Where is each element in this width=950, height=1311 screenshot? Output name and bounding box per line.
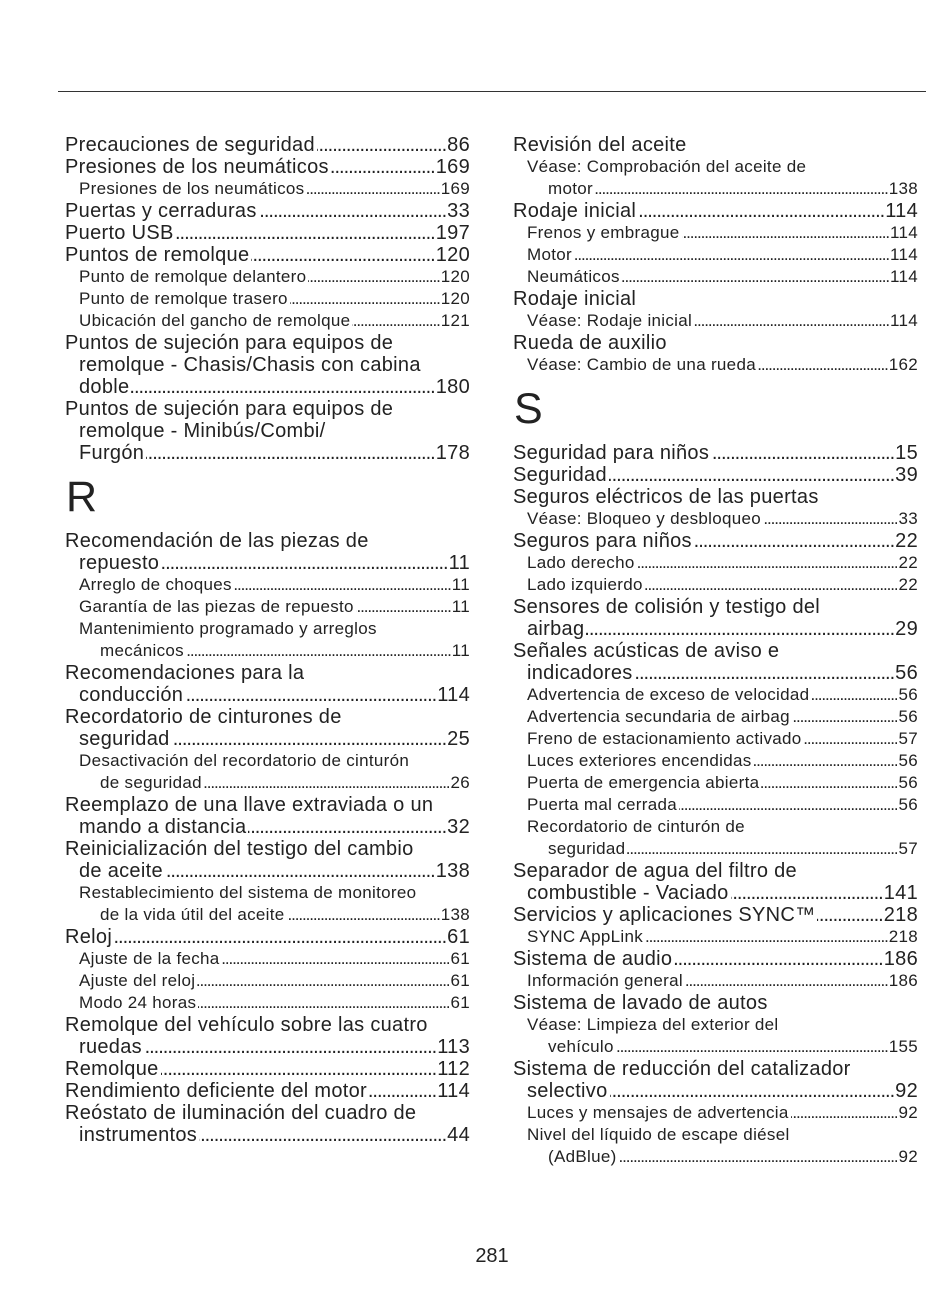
page-reference: 61 xyxy=(447,926,470,948)
dot-leader xyxy=(679,794,898,816)
dot-leader xyxy=(369,1080,436,1102)
entry-text: Ajuste del reloj xyxy=(79,971,196,990)
entry-text: motor xyxy=(548,179,593,198)
entry-text: Motor xyxy=(527,245,572,264)
page-reference: 114 xyxy=(889,223,918,242)
dot-leader xyxy=(185,684,436,706)
page-reference: 114 xyxy=(889,311,918,330)
page-reference: 114 xyxy=(437,1080,470,1102)
page-reference: 155 xyxy=(888,1037,918,1056)
page-reference: 92 xyxy=(895,1080,918,1102)
dot-leader xyxy=(204,772,450,794)
entry-text: de seguridad xyxy=(100,773,202,792)
entry-text: Véase: Comprobación del aceite de xyxy=(527,157,807,176)
entry-text: de aceite xyxy=(79,860,163,882)
index-subentry xyxy=(513,728,918,750)
page-reference: 11 xyxy=(451,597,470,616)
entry-text: Punto de remolque trasero xyxy=(79,289,288,308)
entry-text: Desactivación del recordatorio de cinturón xyxy=(79,751,410,770)
section-letter-r: R xyxy=(66,473,98,521)
index-subentry xyxy=(513,1124,918,1168)
index-subentry xyxy=(513,816,918,860)
dot-leader xyxy=(308,266,439,288)
page-reference: 141 xyxy=(883,882,918,904)
index-subentry xyxy=(65,574,470,596)
entry-text: Recomendación de las piezas de xyxy=(65,530,369,552)
page-reference: 22 xyxy=(898,575,918,594)
entry-text: Recomendaciones para la xyxy=(65,662,305,684)
entry-text: Modo 24 horas xyxy=(79,993,197,1012)
entry-text: repuesto xyxy=(79,552,160,574)
index-entry xyxy=(65,1080,470,1102)
index-entry xyxy=(513,486,918,508)
entry-text: doble xyxy=(79,376,130,398)
entry-text: airbag xyxy=(527,618,585,640)
entry-text: indicadores xyxy=(527,662,633,684)
entry-text: vehículo xyxy=(548,1037,614,1056)
dot-leader xyxy=(610,1080,895,1102)
dot-leader xyxy=(114,926,446,948)
dot-leader xyxy=(761,772,897,794)
entry-text: Remolque del vehículo sobre las cuatro xyxy=(65,1014,428,1036)
index-entry xyxy=(65,706,470,750)
index-subentry xyxy=(65,596,470,618)
entry-text: Seguros para niños xyxy=(513,530,692,552)
index-subentry xyxy=(513,266,918,288)
page-reference: 114 xyxy=(885,200,918,222)
dot-leader xyxy=(144,1036,436,1058)
page-reference: 32 xyxy=(447,816,470,838)
entry-text: Seguros eléctricos de las puertas xyxy=(513,486,819,508)
page-reference: 162 xyxy=(888,355,918,374)
dot-leader xyxy=(616,1036,888,1058)
entry-text: Nivel del líquido de escape diésel xyxy=(527,1125,790,1144)
index-entry xyxy=(513,134,918,156)
dot-leader xyxy=(694,310,889,332)
index-entry xyxy=(65,926,470,948)
entry-text: Servicios y aplicaciones SYNC™ xyxy=(513,904,816,926)
index-entry xyxy=(513,288,918,310)
dot-leader xyxy=(586,618,894,640)
index-subentry xyxy=(513,552,918,574)
index-subentry xyxy=(513,354,918,376)
entry-text: Freno de estacionamiento activado xyxy=(527,729,802,748)
entry-text: combustible - Vaciado xyxy=(527,882,729,904)
page-reference: 121 xyxy=(440,311,470,330)
index-entry xyxy=(65,156,470,178)
dot-leader xyxy=(331,156,435,178)
index-entry xyxy=(65,1014,470,1058)
index-subentry xyxy=(513,1014,918,1058)
entry-text: de la vida útil del aceite xyxy=(100,905,285,924)
entry-text: Reóstato de iluminación del cuadro de xyxy=(65,1102,417,1124)
page-reference: 26 xyxy=(450,773,470,792)
dot-leader xyxy=(645,926,888,948)
index-subentry xyxy=(65,992,470,1014)
entry-text: Rodaje inicial xyxy=(513,200,637,222)
page-reference: 11 xyxy=(451,575,470,594)
page-reference: 61 xyxy=(450,971,470,990)
index-subentry xyxy=(513,1102,918,1124)
page-reference: 218 xyxy=(883,904,918,926)
entry-text: Luces y mensajes de advertencia xyxy=(527,1103,789,1122)
entry-text: Seguridad xyxy=(513,464,607,486)
page-reference: 29 xyxy=(895,618,918,640)
dot-leader xyxy=(248,816,446,838)
dot-leader xyxy=(754,750,898,772)
page-reference: 186 xyxy=(883,948,918,970)
index-subentry xyxy=(65,178,470,200)
dot-leader xyxy=(251,244,434,266)
entry-text: seguridad xyxy=(548,839,626,858)
entry-text: Puntos de sujeción para equipos de xyxy=(65,332,394,354)
entry-text: Reinicialización del testigo del cambio xyxy=(65,838,414,860)
dot-leader xyxy=(685,970,888,992)
dot-leader xyxy=(186,640,451,662)
entry-text: Puertas y cerraduras xyxy=(65,200,257,222)
dot-leader xyxy=(199,1124,446,1146)
entry-text: Mantenimiento programado y arreglos xyxy=(79,619,377,638)
entry-text: Revisión del aceite xyxy=(513,134,687,156)
index-entry xyxy=(513,596,918,640)
entry-text: Sistema de reducción del catalizador xyxy=(513,1058,851,1080)
entry-text: selectivo xyxy=(527,1080,608,1102)
entry-text: Véase: Cambio de una rueda xyxy=(527,355,756,374)
index-entry xyxy=(513,464,918,486)
index-subentry xyxy=(513,508,918,530)
index-entry xyxy=(65,1058,470,1080)
index-entry xyxy=(65,838,470,882)
entry-text: Seguridad para niños xyxy=(513,442,710,464)
dot-leader xyxy=(352,310,439,332)
entry-text: Precauciones de seguridad xyxy=(65,134,315,156)
index-entry xyxy=(65,244,470,266)
dot-leader xyxy=(176,222,435,244)
index-subentry xyxy=(513,684,918,706)
page-reference: 138 xyxy=(435,860,470,882)
entry-text: remolque - Chasis/Chasis con cabina xyxy=(79,354,421,376)
entry-text: Advertencia de exceso de velocidad xyxy=(527,685,810,704)
entry-text: Restablecimiento del sistema de monitoreo xyxy=(79,883,417,902)
index-column-right xyxy=(513,134,918,1168)
page-reference: 114 xyxy=(889,245,918,264)
dot-leader xyxy=(758,354,888,376)
page-reference: 120 xyxy=(435,244,470,266)
dot-leader xyxy=(619,1146,898,1168)
entry-text: Puntos de remolque xyxy=(65,244,250,266)
entry-text: ruedas xyxy=(79,1036,142,1058)
dot-leader xyxy=(574,244,889,266)
index-entry xyxy=(65,134,470,156)
page-reference: 56 xyxy=(898,795,918,814)
page-reference: 197 xyxy=(435,222,470,244)
page-reference: 169 xyxy=(440,179,470,198)
entry-text: Ajuste de la fecha xyxy=(79,949,220,968)
entry-text: Sensores de colisión y testigo del xyxy=(513,596,821,618)
index-entry xyxy=(513,992,918,1014)
dot-leader xyxy=(234,574,451,596)
page-number: 281 xyxy=(475,1245,509,1267)
page-reference: 33 xyxy=(898,509,918,528)
entry-text: Sistema de lavado de autos xyxy=(513,992,768,1014)
entry-text: Garantía de las piezas de repuesto xyxy=(79,597,354,616)
dot-leader xyxy=(674,948,882,970)
index-entry xyxy=(65,398,470,464)
index-column-left xyxy=(65,134,470,1146)
entry-text: Advertencia secundaria de airbag xyxy=(527,707,790,726)
index-subentry xyxy=(513,574,918,596)
page-reference: 33 xyxy=(447,200,470,222)
page-reference: 11 xyxy=(448,552,470,574)
dot-leader xyxy=(731,882,883,904)
entry-text: Lado derecho xyxy=(527,553,635,572)
dot-leader xyxy=(172,728,447,750)
page-reference: 56 xyxy=(898,773,918,792)
dot-leader xyxy=(287,904,440,926)
page-reference: 120 xyxy=(440,267,470,286)
entry-text: Puerto USB xyxy=(65,222,174,244)
page-reference: 112 xyxy=(437,1058,470,1080)
index-subentry xyxy=(65,266,470,288)
entry-text: seguridad xyxy=(79,728,170,750)
index-subentry xyxy=(513,750,918,772)
dot-leader xyxy=(222,948,450,970)
entry-text: Puerta mal cerrada xyxy=(527,795,677,814)
entry-text: SYNC AppLink xyxy=(527,927,644,946)
index-subentry xyxy=(513,244,918,266)
page-reference: 56 xyxy=(895,662,918,684)
dot-leader xyxy=(622,266,889,288)
entry-text: (AdBlue) xyxy=(548,1147,617,1166)
dot-leader xyxy=(791,1102,898,1124)
index-entry xyxy=(513,332,918,354)
index-subentry xyxy=(513,310,918,332)
page-reference: 114 xyxy=(437,684,470,706)
page-reference: 138 xyxy=(888,179,918,198)
page-reference: 120 xyxy=(440,289,470,308)
index-subentry xyxy=(65,288,470,310)
page-reference: 92 xyxy=(898,1103,918,1122)
index-subentry xyxy=(65,750,470,794)
page-reference: 57 xyxy=(898,729,918,748)
dot-leader xyxy=(161,1058,437,1080)
index-subentry xyxy=(65,882,470,926)
dot-leader xyxy=(792,706,898,728)
page-reference: 169 xyxy=(435,156,470,178)
dot-leader xyxy=(609,464,894,486)
entry-text: mecánicos xyxy=(100,641,184,660)
dot-leader xyxy=(763,508,897,530)
dot-leader xyxy=(146,442,435,464)
entry-text: Véase: Limpieza del exterior del xyxy=(527,1015,779,1034)
index-entry xyxy=(65,662,470,706)
page-reference: 57 xyxy=(898,839,918,858)
entry-text: Punto de remolque delantero xyxy=(79,267,307,286)
entry-text: Arreglo de choques xyxy=(79,575,232,594)
page-reference: 25 xyxy=(447,728,470,750)
entry-text: Puerta de emergencia abierta xyxy=(527,773,760,792)
dot-leader xyxy=(306,178,439,200)
entry-text: remolque - Minibús/Combi/ xyxy=(79,420,326,442)
entry-text: Ubicación del gancho de remolque xyxy=(79,311,351,330)
entry-text: Lado izquierdo xyxy=(527,575,643,594)
index-subentry xyxy=(65,948,470,970)
index-subentry xyxy=(513,706,918,728)
index-entry xyxy=(65,1102,470,1146)
dot-leader xyxy=(682,222,889,244)
entry-text: Puntos de sujeción para equipos de xyxy=(65,398,394,420)
entry-text: Información general xyxy=(527,971,683,990)
page-reference: 186 xyxy=(888,971,918,990)
entry-text: mando a distancia xyxy=(79,816,247,838)
index-entry xyxy=(513,860,918,904)
entry-text: Frenos y embrague xyxy=(527,223,680,242)
index-subentry xyxy=(513,970,918,992)
entry-text: Rueda de auxilio xyxy=(513,332,667,354)
index-subentry xyxy=(513,772,918,794)
entry-text: Separador de agua del filtro de xyxy=(513,860,797,882)
entry-text: Rodaje inicial xyxy=(513,288,637,310)
index-subentry xyxy=(65,970,470,992)
page-reference: 22 xyxy=(898,553,918,572)
entry-text: Luces exteriores encendidas xyxy=(527,751,752,770)
dot-leader xyxy=(694,530,894,552)
page-reference: 86 xyxy=(447,134,470,156)
page-reference: 138 xyxy=(440,905,470,924)
index-subentry xyxy=(513,926,918,948)
page-reference: 113 xyxy=(437,1036,470,1058)
dot-leader xyxy=(317,134,446,156)
dot-leader xyxy=(595,178,888,200)
header-rule xyxy=(58,91,926,92)
index-subentry xyxy=(513,794,918,816)
dot-leader xyxy=(131,376,434,398)
index-entry xyxy=(513,530,918,552)
dot-leader xyxy=(165,860,435,882)
entry-text: Rendimiento deficiente del motor xyxy=(65,1080,367,1102)
page-reference: 61 xyxy=(450,993,470,1012)
dot-leader xyxy=(356,596,451,618)
entry-text: Presiones de los neumáticos xyxy=(79,179,305,198)
dot-leader xyxy=(711,442,894,464)
entry-text: Presiones de los neumáticos xyxy=(65,156,329,178)
page-reference: 56 xyxy=(898,707,918,726)
page-reference: 180 xyxy=(435,376,470,398)
index-entry xyxy=(513,904,918,926)
page-reference: 39 xyxy=(895,464,918,486)
index-entry xyxy=(65,794,470,838)
dot-leader xyxy=(817,904,882,926)
page-reference: 22 xyxy=(895,530,918,552)
entry-text: Neumáticos xyxy=(527,267,620,286)
index-subentry xyxy=(65,618,470,662)
page-reference: 178 xyxy=(435,442,470,464)
dot-leader xyxy=(645,574,898,596)
index-subentry xyxy=(65,310,470,332)
dot-leader xyxy=(259,200,447,222)
index-entry xyxy=(513,200,918,222)
entry-text: Véase: Bloqueo y desbloqueo xyxy=(527,509,761,528)
dot-leader xyxy=(811,684,897,706)
dot-leader xyxy=(637,552,898,574)
entry-text: Remolque xyxy=(65,1058,159,1080)
page-reference: 44 xyxy=(447,1124,470,1146)
entry-text: instrumentos xyxy=(79,1124,198,1146)
page-reference: 11 xyxy=(451,641,470,660)
index-entry xyxy=(65,200,470,222)
page-reference: 56 xyxy=(898,685,918,704)
entry-text: Recordatorio de cinturones de xyxy=(65,706,342,728)
index-entry xyxy=(65,332,470,398)
entry-text: Véase: Rodaje inicial xyxy=(527,311,693,330)
index-entry xyxy=(513,640,918,684)
dot-leader xyxy=(638,200,884,222)
dot-leader xyxy=(161,552,447,574)
page-reference: 218 xyxy=(888,927,918,946)
dot-leader xyxy=(290,288,440,310)
page-reference: 92 xyxy=(898,1147,918,1166)
entry-text: Reemplazo de una llave extraviada o un xyxy=(65,794,434,816)
section-letter-s: S xyxy=(514,385,543,433)
index-entry xyxy=(513,1058,918,1102)
dot-leader xyxy=(627,838,897,860)
entry-text: Sistema de audio xyxy=(513,948,673,970)
dot-leader xyxy=(198,992,449,1014)
index-subentry xyxy=(513,156,918,200)
index-subentry xyxy=(513,222,918,244)
index-entry xyxy=(513,948,918,970)
page-reference: 114 xyxy=(889,267,918,286)
entry-text: Reloj xyxy=(65,926,113,948)
page-reference: 56 xyxy=(898,751,918,770)
dot-leader xyxy=(635,662,895,684)
page-reference: 15 xyxy=(895,442,918,464)
dot-leader xyxy=(804,728,898,750)
index-entry xyxy=(65,222,470,244)
index-entry xyxy=(65,530,470,574)
entry-text: Furgón xyxy=(79,442,145,464)
page-reference: 61 xyxy=(450,949,470,968)
entry-text: conducción xyxy=(79,684,184,706)
dot-leader xyxy=(197,970,449,992)
entry-text: Señales acústicas de aviso e xyxy=(513,640,780,662)
index-entry xyxy=(513,442,918,464)
entry-text: Recordatorio de cinturón de xyxy=(527,817,745,836)
